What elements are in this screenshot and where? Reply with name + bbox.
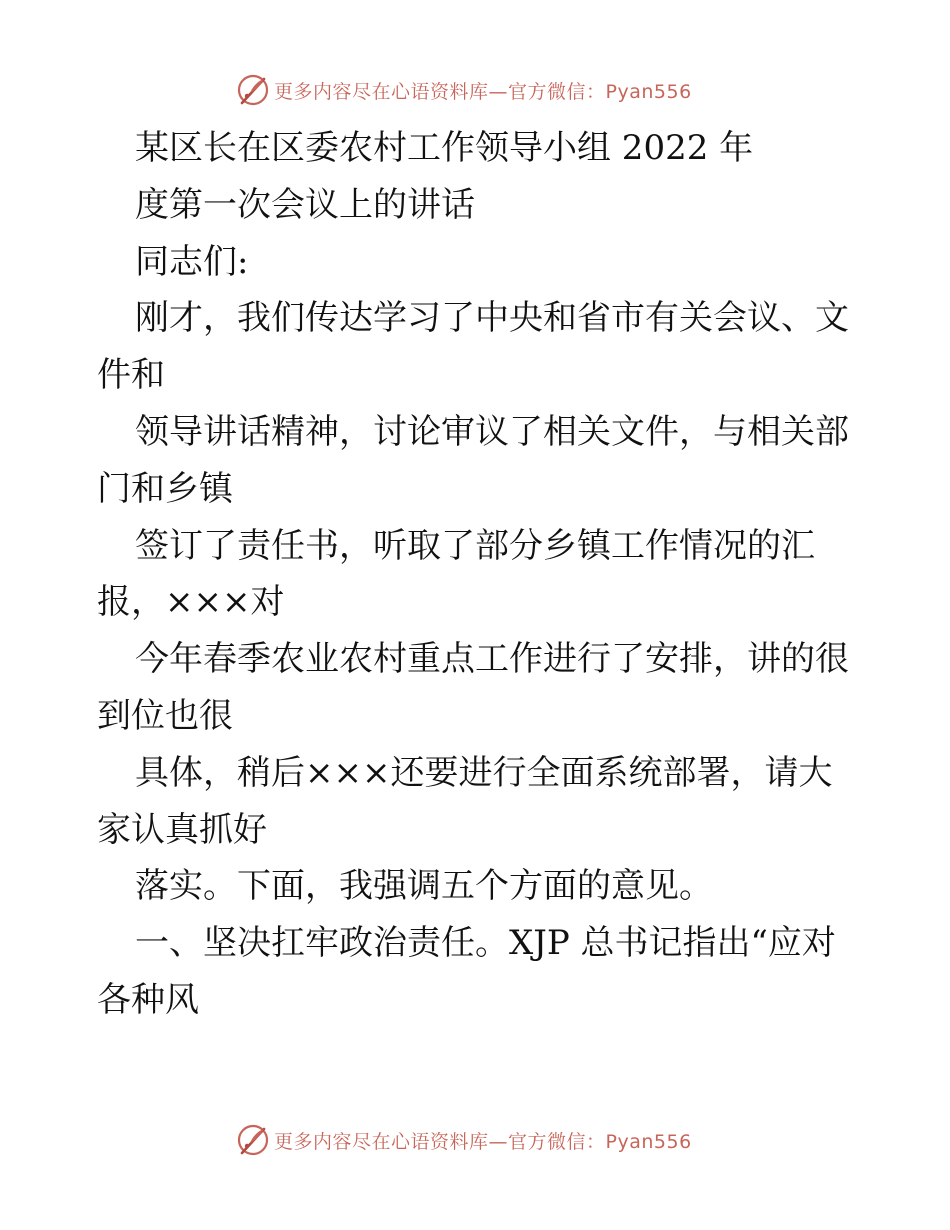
text-line: 报，×××对 [97, 582, 285, 623]
text-line: 某区长在区委农村工作领导小组 2022 年 [135, 128, 754, 168]
watermark-header [236, 72, 692, 108]
text-line: 件和 [97, 355, 165, 396]
document-body [97, 120, 857, 1029]
text-line: 一、坚决扛牢政治责任。XJP 总书记指出“应对 [135, 923, 836, 964]
quill-logo-icon [236, 1123, 270, 1157]
watermark-footer [236, 1122, 692, 1158]
text-line: 落实。下面，我强调五个方面的意见。 [135, 866, 713, 907]
text-line: 各种风 [97, 979, 199, 1020]
text-line: 同志们: [135, 241, 249, 282]
text-line: 到位也很 [97, 695, 233, 736]
quill-logo-icon [236, 73, 270, 107]
text-line: 今年春季农业农村重点工作进行了安排，讲的很 [135, 639, 849, 680]
text-line: 具体，稍后×××还要进行全面系统部署，请大 [135, 752, 833, 793]
text-line: 领导讲话精神，讨论审议了相关文件，与相关部 [135, 411, 849, 452]
watermark-text: 更多内容尽在心语资料库—官方微信：Pyan556 [274, 80, 692, 103]
text-line: 刚才，我们传达学习了中央和省市有关会议、文 [135, 298, 849, 339]
text-line: 家认真抓好 [97, 809, 267, 850]
text-line: 度第一次会议上的讲话 [135, 184, 475, 225]
watermark-text: 更多内容尽在心语资料库—官方微信：Pyan556 [274, 1130, 692, 1153]
text-line: 门和乡镇 [97, 468, 233, 509]
text-line: 签订了责任书，听取了部分乡镇工作情况的汇 [135, 525, 815, 566]
